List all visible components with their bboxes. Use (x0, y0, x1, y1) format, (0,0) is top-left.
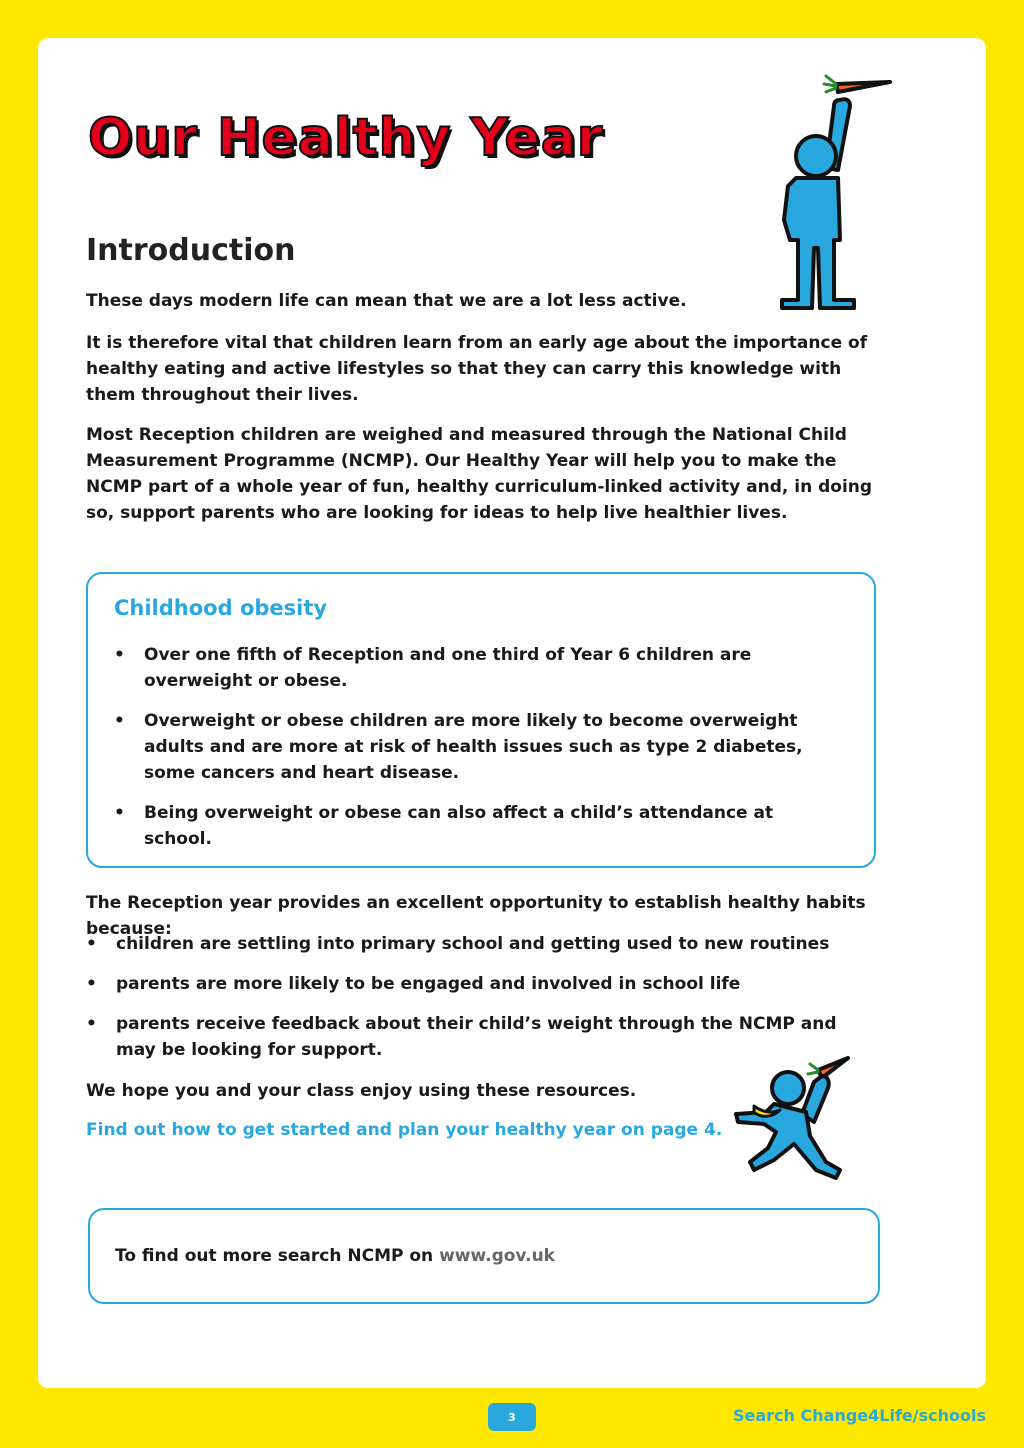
page-number-badge: 3 (488, 1403, 536, 1431)
bullet-mark: • (86, 974, 97, 994)
list-item (114, 800, 834, 852)
bullet-text: Being overweight or obese can also affect a child’s attendance at school. (144, 803, 774, 849)
change4life-schools-link[interactable]: Search Change4Life/schools (733, 1406, 986, 1425)
list-item (114, 642, 834, 694)
gov-uk-link[interactable]: www.gov.uk (439, 1246, 555, 1266)
get-started-link[interactable]: Find out how to get started and plan your healthy year on page 4. (86, 1120, 723, 1140)
bullet-mark: • (86, 934, 97, 954)
introduction-heading: Introduction (86, 233, 296, 268)
more-info-label: To find out more search NCMP on (115, 1246, 440, 1266)
childhood-obesity-box (86, 572, 876, 868)
more-info-text (115, 1246, 555, 1266)
list-item (86, 931, 846, 957)
bullet-mark: • (114, 803, 125, 823)
running-figure-illustration (710, 1052, 860, 1182)
intro-paragraph-2: It is therefore vital that children learn from an early age about the importance of healthy eating and active lifestyles so that they can carry this knowledge with them throughout their lives. (86, 333, 868, 405)
figure-holding-carrot-illustration (778, 70, 898, 310)
bullet-text: Over one fifth of Reception and one third of Year 6 children are overweight or obese. (144, 645, 752, 691)
obesity-bullet-list (114, 642, 834, 852)
childhood-obesity-heading: Childhood obesity (114, 596, 328, 620)
bullet-text: parents are more likely to be engaged and involved in school life (116, 974, 741, 994)
list-item (86, 971, 846, 997)
intro-paragraph-1: These days modern life can mean that we are a lot less active. (86, 291, 687, 311)
bullet-text: Overweight or obese children are more likely to become overweight adults and are more at risk of health issues such as type 2 diabetes, some cancers and heart disease. (144, 711, 803, 783)
closing-text: We hope you and your class enjoy using these resources. (86, 1081, 637, 1101)
bullet-mark: • (114, 711, 125, 731)
list-item (114, 708, 834, 786)
intro-paragraph-3: Most Reception children are weighed and measured through the National Child Measurement Programme (NCMP). Our Healthy Year will help you to make the NCMP part of a whole year of fun, healthy curriculum-linked activity and, in doing so, support parents who are looking for ideas to help live healthier lives. (86, 425, 873, 523)
bullet-text: children are settling into primary school and getting used to new routines (116, 934, 830, 954)
bullet-mark: • (86, 1014, 97, 1034)
more-info-box (88, 1208, 880, 1304)
bullet-mark: • (114, 645, 125, 665)
reception-lead-text: The Reception year provides an excellent opportunity to establish healthy habits because: (86, 893, 866, 939)
page-sheet (38, 38, 986, 1388)
bullet-text: parents receive feedback about their child’s weight through the NCMP and may be looking for support. (116, 1014, 837, 1060)
page-title: Our Healthy Year (88, 108, 604, 168)
reception-bullet-list (86, 931, 846, 1063)
